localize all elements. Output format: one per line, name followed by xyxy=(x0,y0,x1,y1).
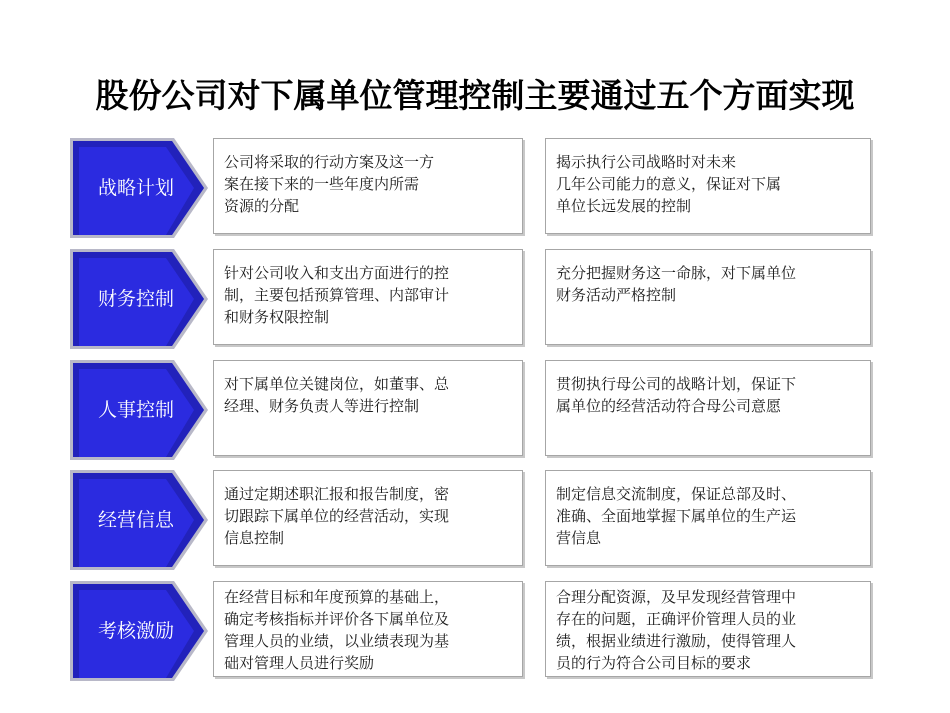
description-box: 对下属单位关键岗位，如董事、总 经理、财务负责人等进行控制 xyxy=(213,360,523,456)
chevron-label-box xyxy=(70,581,210,681)
purpose-box: 制定信息交流制度，保证总部及时、 准确、全面地掌握下属单位的生产运 营信息 xyxy=(545,470,871,566)
purpose-box: 合理分配资源，及早发现经营管理中 存在的问题，正确评价管理人员的业 绩，根据业绩进行激励，使得管理人 员的行为符合公司目标的要求 xyxy=(545,581,871,677)
description-box: 通过定期述职汇报和报告制度，密 切跟踪下属单位的经营活动，实现 信息控制 xyxy=(213,470,523,566)
row-financial-control xyxy=(0,249,950,349)
chevron-label: 经营信息 xyxy=(97,509,174,531)
description-box: 针对公司收入和支出方面进行的控 制，主要包括预算管理、内部审计 和财务权限控制 xyxy=(213,249,523,345)
purpose-box: 贯彻执行母公司的战略计划，保证下 属单位的经营活动符合母公司意愿 xyxy=(545,360,871,456)
chevron-label: 人事控制 xyxy=(97,399,174,421)
page-title: 股份公司对下属单位管理控制主要通过五个方面实现 xyxy=(95,76,855,115)
purpose-box: 揭示执行公司战略时对未来 几年公司能力的意义，保证对下属 单位长远发展的控制 xyxy=(545,138,871,234)
row-evaluation-incentive xyxy=(0,581,950,681)
description-box: 公司将采取的行动方案及这一方 案在接下来的一些年度内所需 资源的分配 xyxy=(213,138,523,234)
chevron-label: 战略计划 xyxy=(97,177,174,199)
chevron-label-box xyxy=(70,470,210,570)
row-personnel-control xyxy=(0,360,950,460)
purpose-box: 充分把握财务这一命脉，对下属单位 财务活动严格控制 xyxy=(545,249,871,345)
chevron-label-box xyxy=(70,249,210,349)
chevron-label: 财务控制 xyxy=(97,288,174,310)
chevron-label-box xyxy=(70,360,210,460)
chevron-label-box xyxy=(70,138,210,238)
description-box: 在经营目标和年度预算的基础上， 确定考核指标并评价各下属单位及 管理人员的业绩，以业绩表现为基 础对管理人员进行奖励 xyxy=(213,581,523,677)
row-strategy-plan xyxy=(0,138,950,238)
chevron-label: 考核激励 xyxy=(97,620,174,642)
row-operating-info xyxy=(0,470,950,570)
